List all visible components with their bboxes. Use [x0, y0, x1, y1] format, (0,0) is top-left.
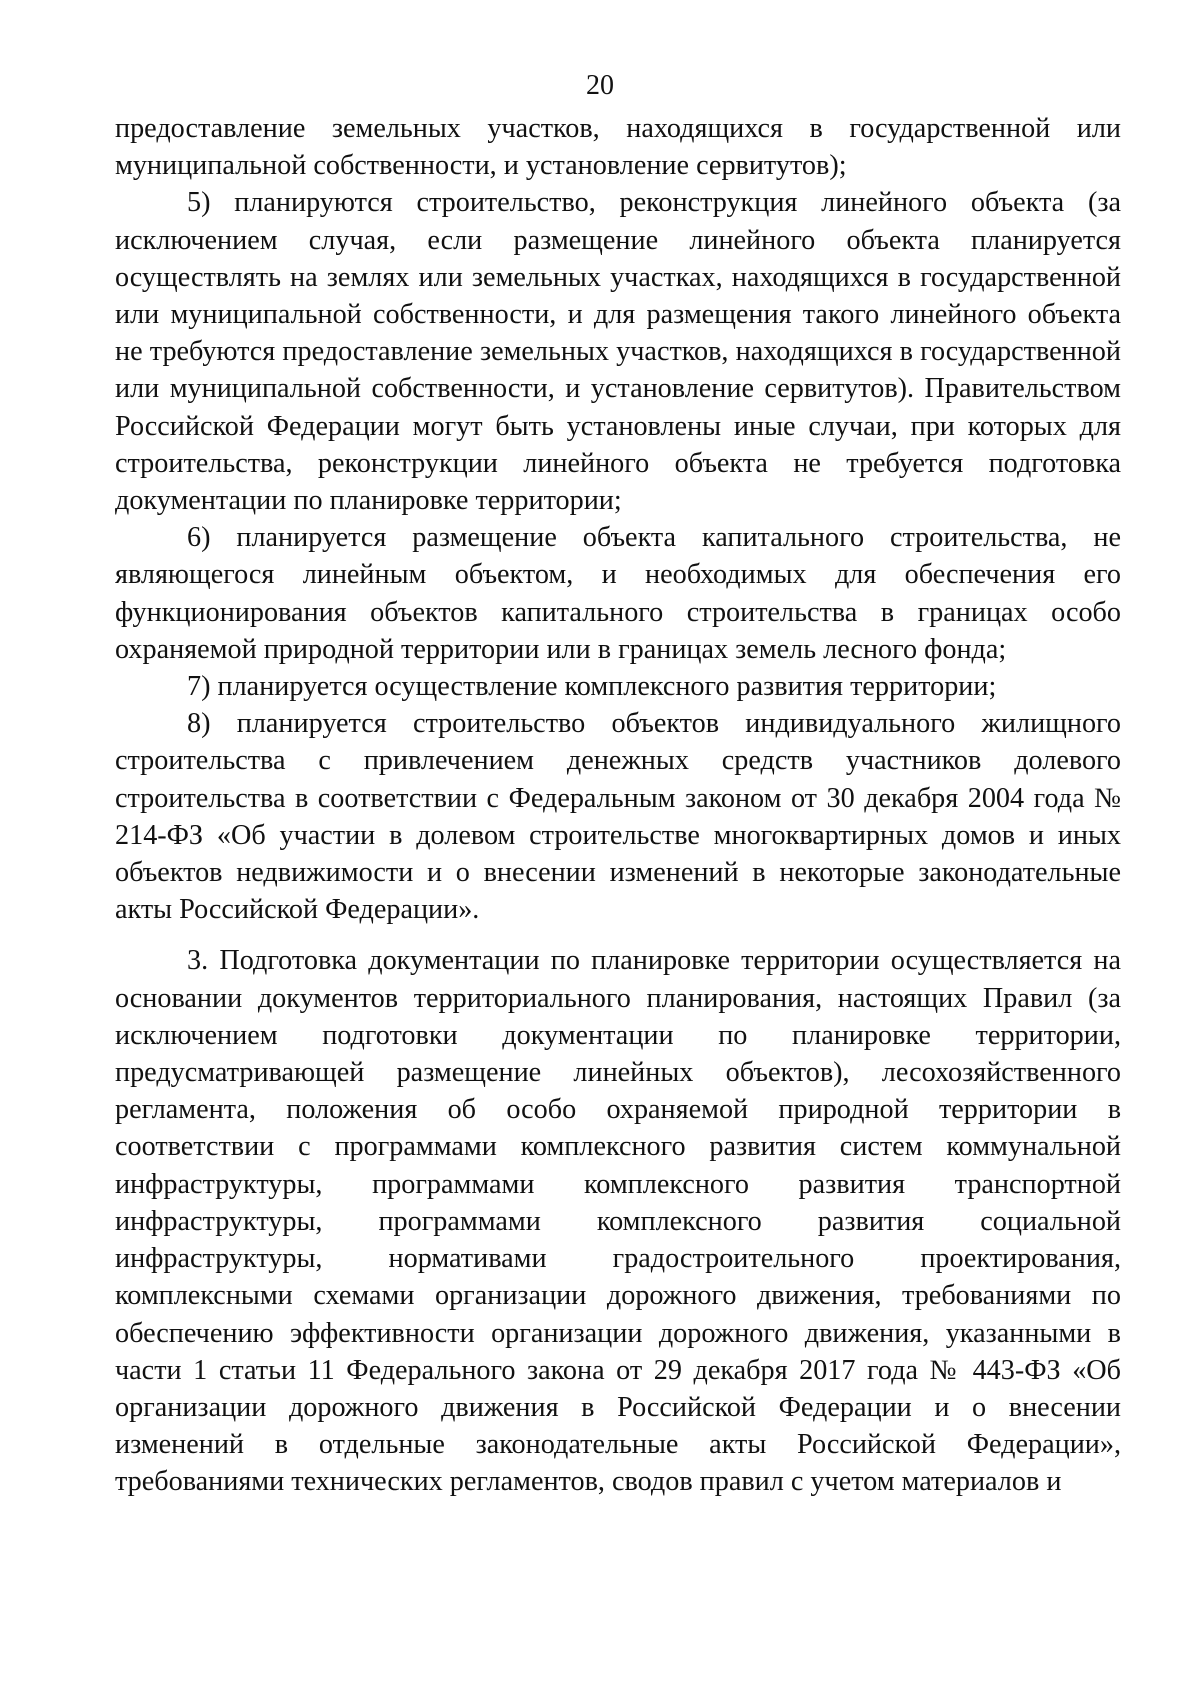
paragraph-section-3: 3. Подготовка документации по планировке территории осуществляется на основании документов территориального планирования, настоящих Правил (за исключением подготовки документации по планировке территории, предусматривающей размещение линейных объектов), лесохозяйственного регламента, положения об особо охраняемой природной территории в соответствии с программами комплексного развития систем коммунальной инфраструктуры, программами комплексного развития транспортной инфраструктуры, программами комплексного развития социальной инфраструктуры, нормативами градостроительного проектирования, комплексными схемами организации дорожного движения, требованиями по обеспечению эффективности организации дорожного движения, указанными в части 1 статьи 11 Федерального закона от 29 декабря 2017 года № 443-ФЗ «Об организации дорожного движения в Российской Федерации и о внесении изменений в отдельные законодательные акты Российской Федерации», требованиями технических регламентов, сводов правил с учетом материалов и: [115, 945, 1121, 1498]
document-body: [115, 110, 1121, 1501]
paragraph-item-5: 5) планируются строительство, реконструкция линейного объекта (за исключением случая, если размещение линейного объекта планируется осуществлять на землях или земельных участках, находящихся в государственной или муниципальной собственности, и для размещения такого линейного объекта не требуются предоставление земельных участков, находящихся в государственной или муниципальной собственности, и установление сервитутов). Правительством Российской Федерации могут быть установлены иные случаи, при которых для строительства, реконструкции линейного объекта не требуется подготовка документации по планировке территории;: [115, 187, 1121, 517]
page-number: 20: [586, 70, 614, 101]
paragraph-item-8: 8) планируется строительство объектов индивидуального жилищного строительства с привлечением денежных средств участников долевого строительства в соответствии с Федеральным законом от 30 декабря 2004 года № 214-ФЗ «Об участии в долевом строительстве многоквартирных домов и иных объектов недвижимости и о внесении изменений в некоторые законодательные акты Российской Федерации».: [115, 708, 1121, 926]
paragraph-item-6: 6) планируется размещение объекта капитального строительства, не являющегося линейным объектом, и необходимых для обеспечения его функционирования объектов капитального строительства в границах особо охраняемой природной территории или в границах земель лесного фонда;: [115, 522, 1121, 665]
paragraph-continuation: предоставление земельных участков, находящихся в государственной или муниципальной собственности, и установление сервитутов);: [115, 113, 1121, 182]
paragraph-item-7: 7) планируется осуществление комплексного развития территории;: [187, 671, 997, 703]
